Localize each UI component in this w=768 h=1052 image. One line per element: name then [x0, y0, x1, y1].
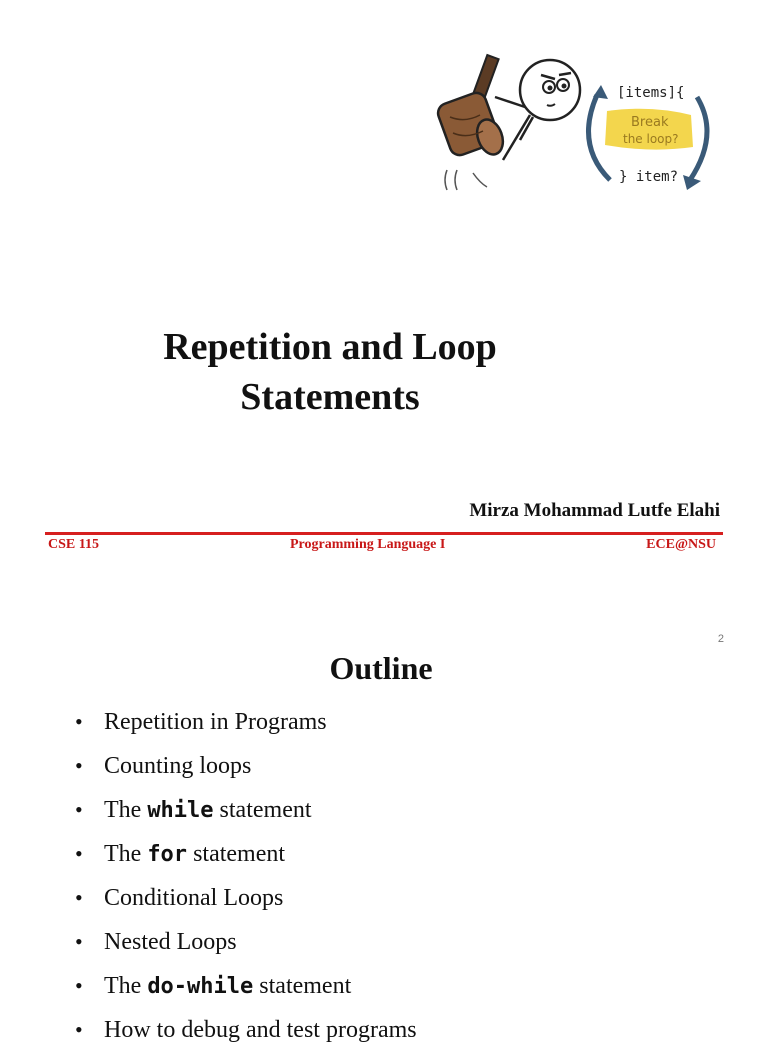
- keyword-for: for: [147, 842, 188, 867]
- outline-item: • Repetition in Programs: [75, 700, 417, 744]
- outline-item: • The while statement: [75, 788, 417, 832]
- slide-title: [110, 322, 550, 422]
- illustration-text-2: Break: [631, 115, 669, 130]
- stick-figure-icon: [495, 60, 580, 160]
- illustration-text-4: } item?: [619, 169, 679, 185]
- outline-heading: Outline: [329, 650, 433, 686]
- motion-lines: [445, 170, 487, 190]
- slide-title-line-2: Statements: [240, 376, 420, 418]
- keyword-do-while: do-while: [147, 974, 254, 999]
- outline-item: • Conditional Loops: [75, 876, 417, 920]
- illustration-text-3: the loop?: [623, 132, 679, 146]
- author-name: Mirza Mohammad Lutfe Elahi: [469, 500, 720, 521]
- slide-title-line-1: Repetition and Loop: [163, 326, 497, 368]
- outline-item: • Nested Loops: [75, 920, 417, 964]
- loop-cartoon-illustration: [425, 35, 735, 207]
- footer-dept: ECE@NSU: [646, 537, 716, 552]
- footer-course: CSE 115: [48, 537, 99, 552]
- outline-slide: [0, 580, 768, 1043]
- outline-item: • Counting loops: [75, 744, 417, 788]
- hammer-icon: [435, 55, 507, 158]
- illustration-text-1: [items]{: [617, 85, 685, 101]
- outline-item: • The for statement: [75, 832, 417, 876]
- outline-list: [75, 700, 417, 1052]
- outline-item: • The do-while statement: [75, 964, 417, 1008]
- footer-subject: Programming Language I: [290, 537, 446, 552]
- page-number: 2: [717, 633, 724, 645]
- keyword-while: while: [147, 798, 214, 823]
- outline-item: • How to debug and test programs: [75, 1008, 417, 1052]
- slide-footer: [48, 537, 716, 557]
- footer-divider: [45, 532, 723, 535]
- loop-arrow-right: [690, 97, 707, 180]
